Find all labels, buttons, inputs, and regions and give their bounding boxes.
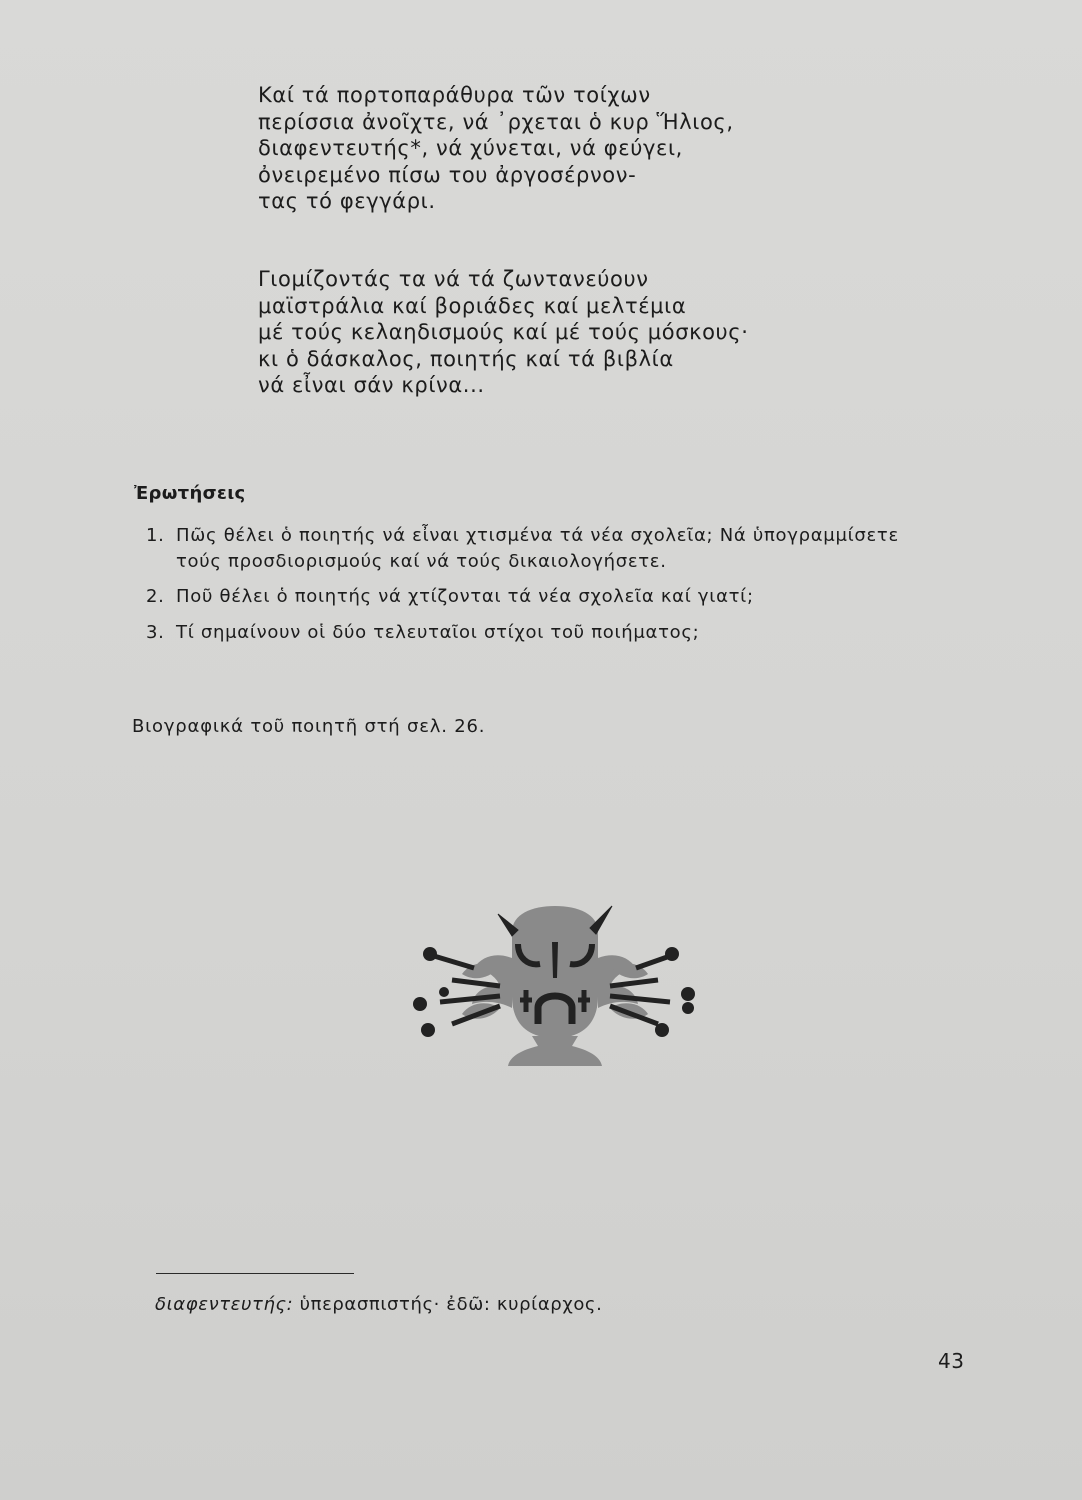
poem-stanza-2 [258, 266, 749, 399]
poem-line: Γιομίζοντάς τα νά τά ζωντανεύουν [258, 267, 649, 291]
footnote-definition: ὑπερασπιστής· ἐδῶ: κυρίαρχος. [299, 1294, 603, 1315]
question-text: Ποῦ θέλει ὁ ποιητής νά χτίζονται τά νέα σχολεῖα καί γιατί; [176, 586, 754, 607]
question-text-continued: τούς προσδιορισμούς καί νά τούς δικαιολογήσετε. [176, 551, 667, 572]
questions-list [146, 523, 996, 646]
footnote [155, 1294, 602, 1315]
biography-reference: Βιογραφικά τοῦ ποιητῆ στή σελ. 26. [132, 716, 486, 737]
question-text: Τί σημαίνουν οἱ δύο τελευταῖοι στίχοι τοῦ ποιήματος; [176, 622, 700, 643]
question-text: Πῶς θέλει ὁ ποιητής νά εἶναι χτισμένα τά νέα σχολεῖα; Νά ὑπογραμμίσετε [176, 525, 899, 546]
folk-owl-ornament-icon [400, 896, 710, 1086]
poem-line: ὀνειρεμένο πίσω του ἀργοσέρνον- [258, 162, 637, 187]
question-item [146, 584, 996, 610]
question-number: 3. [146, 622, 165, 643]
poem-line: Καί τά πορτοπαράθυρα τῶν τοίχων [258, 83, 651, 107]
poem-line: τας τό φεγγάρι. [258, 189, 436, 213]
question-item [146, 523, 996, 575]
page-number: 43 [938, 1349, 965, 1373]
footnote-divider [156, 1273, 354, 1274]
poem-line: κι ὁ δάσκαλος, ποιητής καί τά βιβλία [258, 346, 674, 371]
questions-heading: Ἐρωτήσεις [134, 483, 246, 504]
poem-stanza-1 [258, 82, 734, 215]
poem-line: μαϊστράλια καί βοριάδες καί μελτέμια [258, 293, 687, 318]
poem-line: περίσσια ἀνοῖχτε, νά ᾽ρχεται ὁ κυρ Ἥλιος, [258, 109, 734, 134]
poem-line: διαφεντευτής*, νά χύνεται, νά φεύγει, [258, 136, 683, 160]
question-number: 2. [146, 586, 165, 607]
footnote-term: διαφεντευτής: [155, 1294, 294, 1315]
poem-line: μέ τούς κελαηδισμούς καί μέ τούς μόσκους· [258, 320, 749, 344]
question-number: 1. [146, 525, 165, 546]
question-item [146, 620, 996, 646]
poem-line: νά εἶναι σάν κρίνα... [258, 373, 485, 397]
